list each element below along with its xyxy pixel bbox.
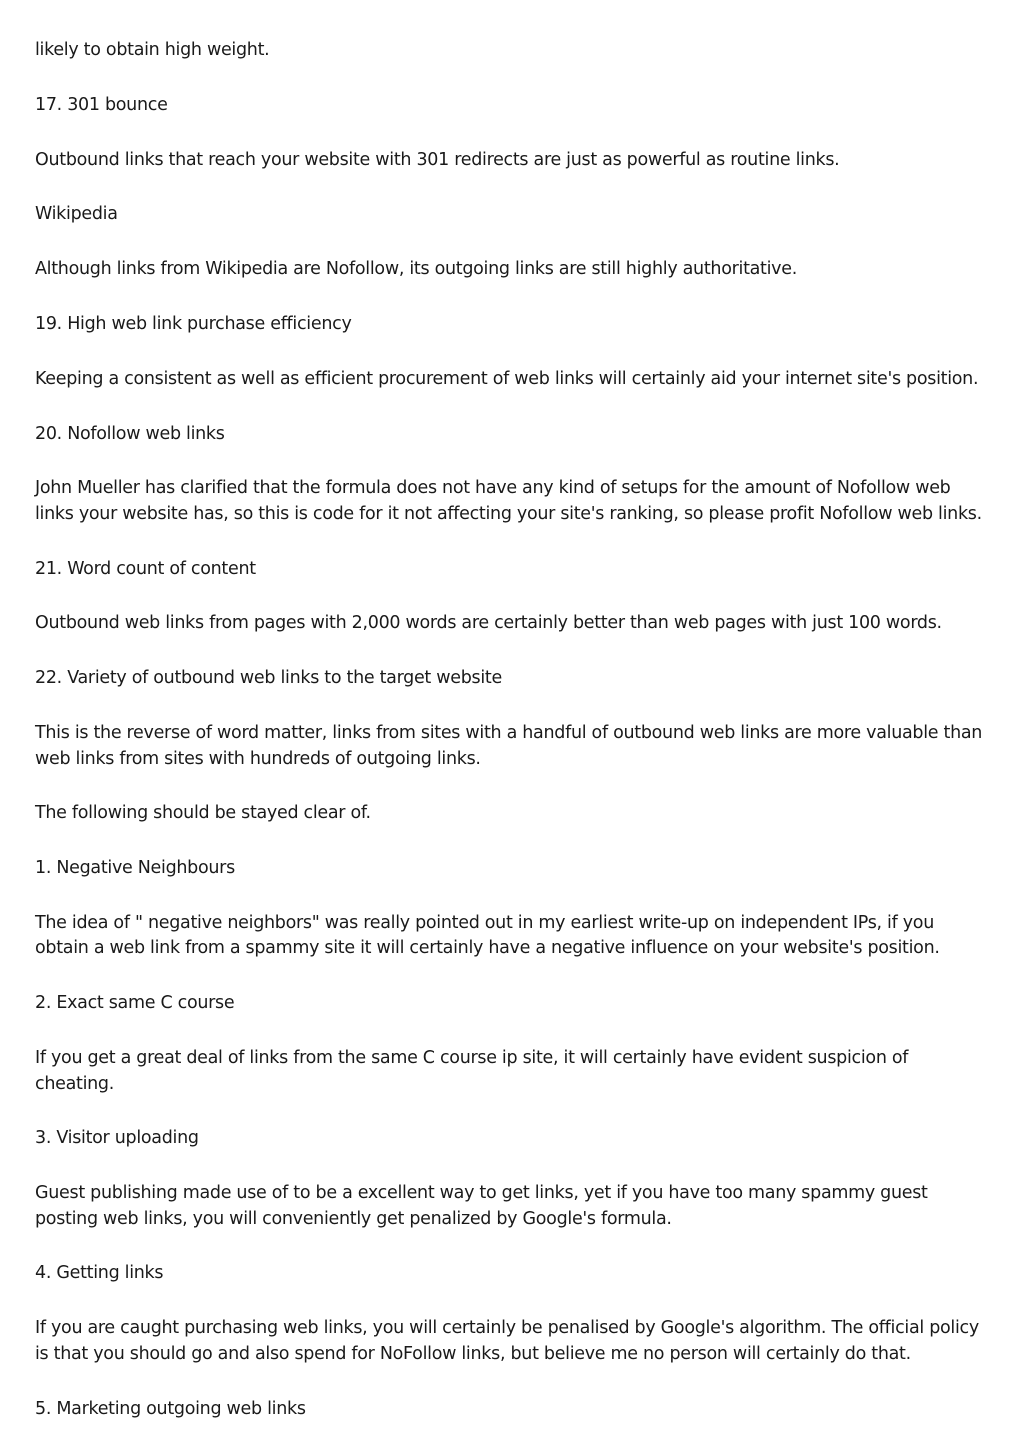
paragraph: Outbound web links from pages with 2,000 words are certainly better than web pages with just 100 words. [35, 613, 942, 634]
heading-visitor-uploading: 3. Visitor uploading [35, 1128, 199, 1149]
paragraph: If you get a great deal of links from the same C course ip site, it will certainly have evident suspicion of cheating. [35, 1048, 909, 1094]
paragraph: This is the reverse of word matter, links from sites with a handful of outbound web links are more valuable than web links from sites with hundreds of outgoing links. [35, 723, 983, 769]
heading-marketing-outgoing-links: 5. Marketing outgoing web links [35, 1398, 306, 1419]
paragraph: Guest publishing made use of to be a excellent way to get links, yet if you have too many spammy guest posting web links, you will conveniently get penalized by Google's formula. [35, 1183, 928, 1229]
heading-link-purchase-efficiency: 19. High web link purchase efficiency [35, 313, 352, 334]
paragraph-continuation: likely to obtain high weight. [35, 40, 270, 60]
heading-negative-neighbours: 1. Negative Neighbours [35, 858, 235, 879]
paragraph: John Mueller has clarified that the formula does not have any kind of setups for the amount of Nofollow web links your website has, so this is code for it not affecting your site's ranking, so please profit Nofollow web links. [35, 478, 982, 524]
paragraph-intro-avoid: The following should be stayed clear of. [35, 803, 371, 824]
heading-outbound-link-variety: 22. Variety of outbound web links to the target website [35, 668, 502, 689]
heading-word-count: 21. Word count of content [35, 558, 256, 579]
paragraph: Although links from Wikipedia are Nofollow, its outgoing links are still highly authoritative. [35, 259, 797, 280]
paragraph: The idea of " negative neighbors" was really pointed out in my earliest write-up on independent IPs, if you obtain a web link from a spammy site it will certainly have a negative influence on your website's position. [35, 912, 940, 959]
heading-nofollow-links: 20. Nofollow web links [35, 423, 225, 444]
heading-wikipedia: Wikipedia [35, 204, 118, 225]
paragraph: Keeping a consistent as well as efficient procurement of web links will certainly aid your internet site's position. [35, 368, 979, 389]
paragraph: Outbound links that reach your website with 301 redirects are just as powerful as routine links. [35, 149, 840, 170]
heading-getting-links: 4. Getting links [35, 1263, 164, 1284]
heading-301-bounce: 17. 301 bounce [35, 94, 168, 115]
document-body [35, 38, 990, 1451]
heading-same-c-course: 2. Exact same C course [35, 993, 235, 1014]
paragraph: If you are caught purchasing web links, you will certainly be penalised by Google's algorithm. The official policy is that you should go and also spend for NoFollow links, but believe me no person will certainly do that. [35, 1318, 979, 1364]
